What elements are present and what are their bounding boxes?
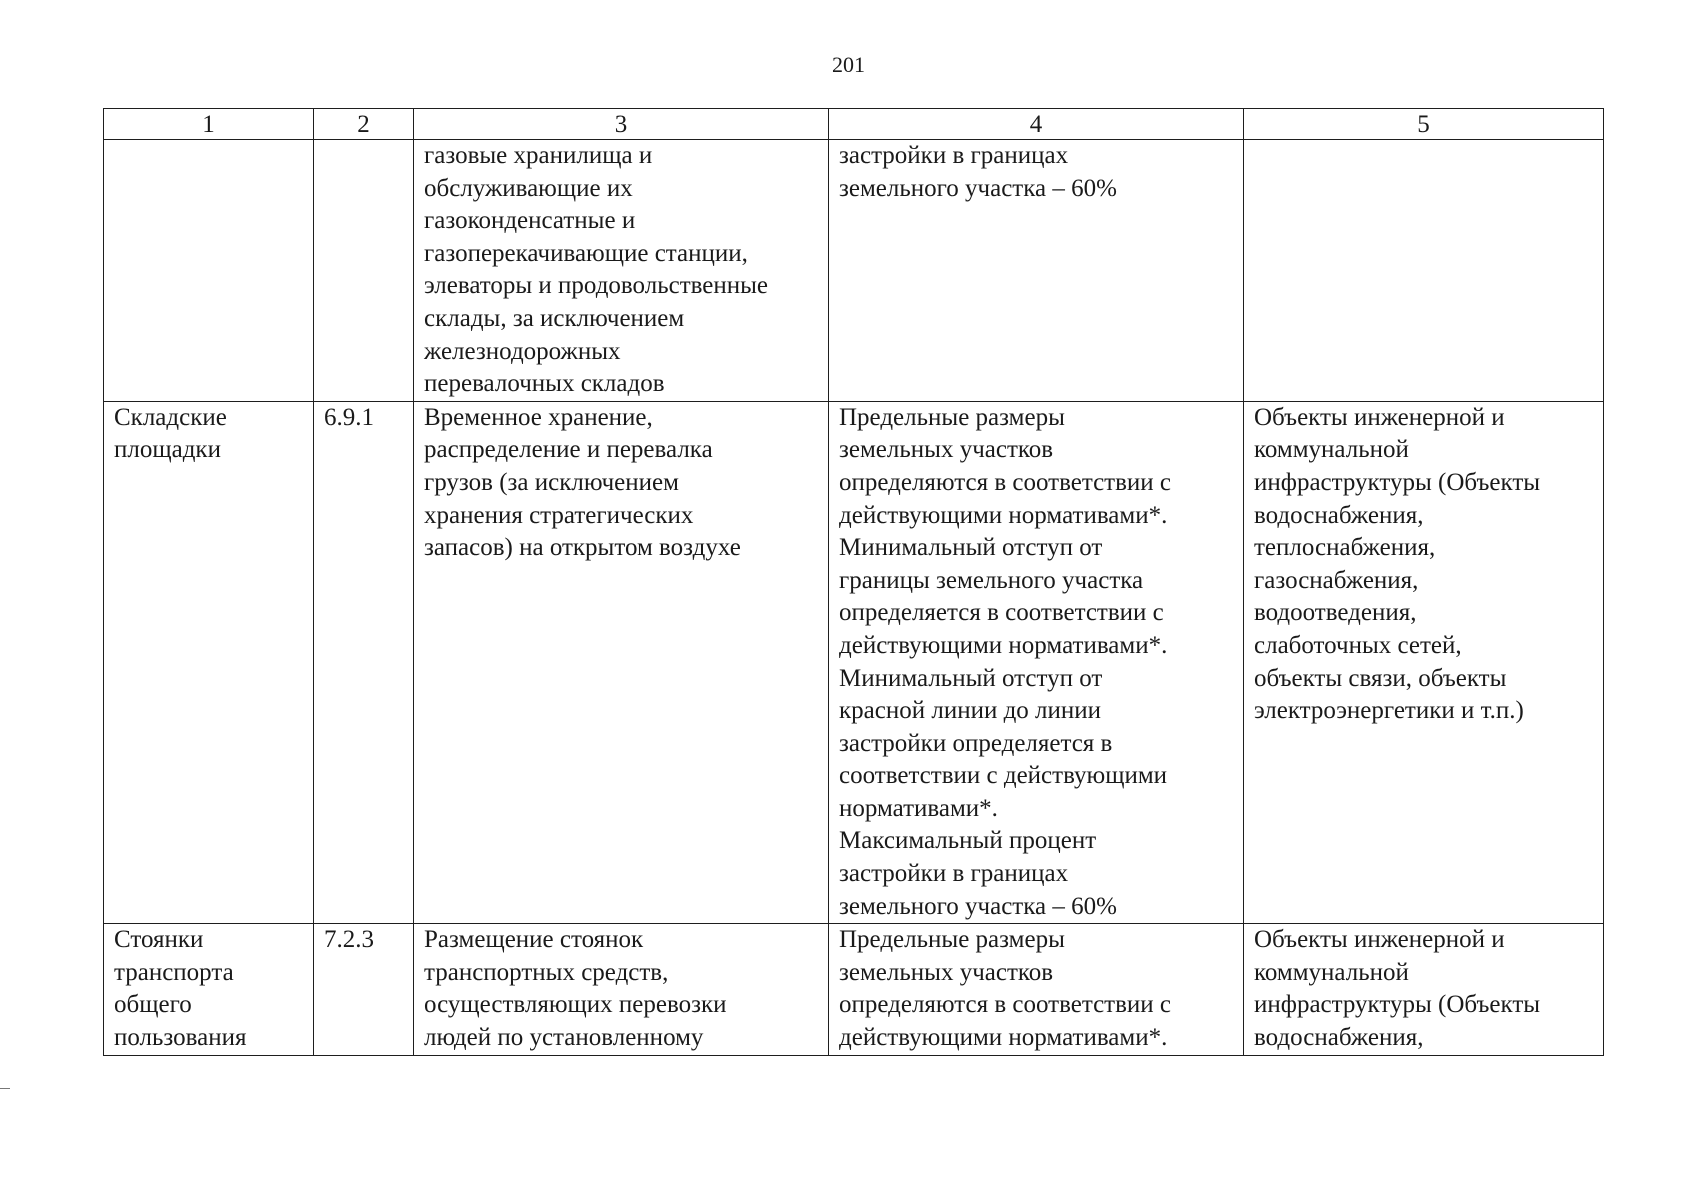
column-header-3: 3	[414, 109, 829, 140]
auxiliary-uses-cell: Объекты инженерной и коммунальной инфраструктуры (Объекты водоснабжения, теплоснабжения, газоснабжения, водоотведения, слаботочных сетей, объекты связи, объекты электроэнергетики и т.п.)	[1244, 401, 1604, 924]
use-name-cell: Складские площадки	[104, 401, 314, 924]
use-code-cell: 6.9.1	[314, 401, 414, 924]
scan-margin-mark	[0, 1088, 10, 1089]
auxiliary-uses-cell	[1244, 140, 1604, 402]
column-header-5: 5	[1244, 109, 1604, 140]
column-header-2: 2	[314, 109, 414, 140]
use-description-cell: газовые хранилища и обслуживающие их газоконденсатные и газоперекачивающие станции, элеваторы и продовольственные склады, за исключением железнодорожных перевалочных складов	[414, 140, 829, 402]
regulations-table	[103, 108, 1604, 1056]
table-row	[104, 140, 1604, 402]
table-row	[104, 924, 1604, 1055]
column-header-4: 4	[829, 109, 1244, 140]
table-header-row	[104, 109, 1604, 140]
use-name-cell: Стоянки транспорта общего пользования	[104, 924, 314, 1055]
use-description-cell: Размещение стоянок транспортных средств, осуществляющих перевозки людей по установленному	[414, 924, 829, 1055]
auxiliary-uses-cell: Объекты инженерной и коммунальной инфраструктуры (Объекты водоснабжения,	[1244, 924, 1604, 1055]
page-number: 201	[832, 52, 865, 77]
parameters-cell: застройки в границах земельного участка – 60%	[829, 140, 1244, 402]
column-header-1: 1	[104, 109, 314, 140]
use-code-cell: 7.2.3	[314, 924, 414, 1055]
parameters-cell: Предельные размеры земельных участков определяются в соответствии с действующими нормативами*. Минимальный отступ от границы земельного участка определяется в соответствии с действующими нормативами*. Минимальный отступ от красной линии до линии застройки определяется в соответствии с действующими нормативами*. Максимальный процент застройки в границах земельного участка – 60%	[829, 401, 1244, 924]
use-name-cell	[104, 140, 314, 402]
use-description-cell: Временное хранение, распределение и перевалка грузов (за исключением хранения стратегических запасов) на открытом воздухе	[414, 401, 829, 924]
table-row	[104, 401, 1604, 924]
parameters-cell: Предельные размеры земельных участков определяются в соответствии с действующими нормативами*.	[829, 924, 1244, 1055]
use-code-cell	[314, 140, 414, 402]
